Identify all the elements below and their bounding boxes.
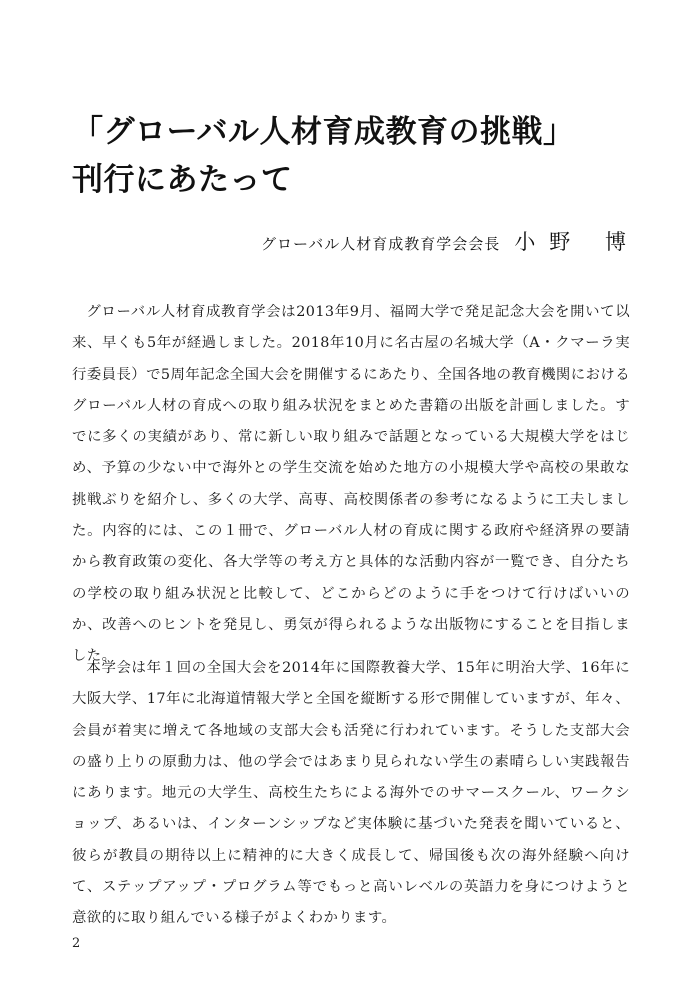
body-paragraph-1: グローバル人材育成教育学会は2013年9月、福岡大学で発足記念大会を開いて以来、早くも5年が経過しました。2018年10月に名古屋の名城大学（A・クマーラ実行委員長）で5周年記念全国大会を開催するにあたり、全国各地の教育機関におけるグローバル人材の育成への取り組み状況をまとめた書籍の出版を計画しました。すでに多くの実績があり、常に新しい取り組みで話題となっている大規模大学をはじめ、予算の少ない中で海外との学生交流を始めた地方の小規模大学や高校の果敢な挑戦ぶりを紹介し、多くの大学、高専、高校関係者の参考になるように工夫しました。内容的には、この１冊で、グローバル人材の育成に関する政府や経済界の要請から教育政策の変化、各大学等の考え方と具体的な活動内容が一覧でき、自分たちの学校の取り組み状況と比較して、どこからどのように手をつけて行けばいいのか、改善へのヒントを発見し、勇気が得られるような出版物にすることを目指しました。 <box>72 304 630 665</box>
author-byline <box>261 226 640 256</box>
page-title <box>72 108 574 204</box>
body-paragraph-2: 本学会は年１回の全国大会を2014年に国際教養大学、15年に明治大学、16年に大阪大学、17年に北海道情報大学と全国を縦断する形で開催していますが、年々、会員が着実に増えて各地域の支部大会も活発に行われています。そうした支部大会の盛り上りの原動力は、他の学会ではあまり見られない学生の素晴らしい実践報告にあります。地元の大学生、高校生たちによる海外でのサマースクール、ワークショップ、あるいは、インターンシップなど実体験に基づいた発表を聞いていると、彼らが教員の期待以上に精神的に大きく成長して、帰国後も次の海外経験へ向けて、ステップアップ・プログラム等でもっと高いレベルの英語力を身につけようと意欲的に取り組んでいる様子がよくわかります。 <box>72 660 630 927</box>
author-role: グローバル人材育成教育学会会長 <box>261 235 501 253</box>
page-number: 2 <box>72 936 81 951</box>
author-name: 小野 博 <box>514 230 640 254</box>
title-line-1: 「グローバル人材育成教育の挑戦」 <box>72 114 575 150</box>
title-line-2: 刊行にあたって <box>72 162 293 198</box>
